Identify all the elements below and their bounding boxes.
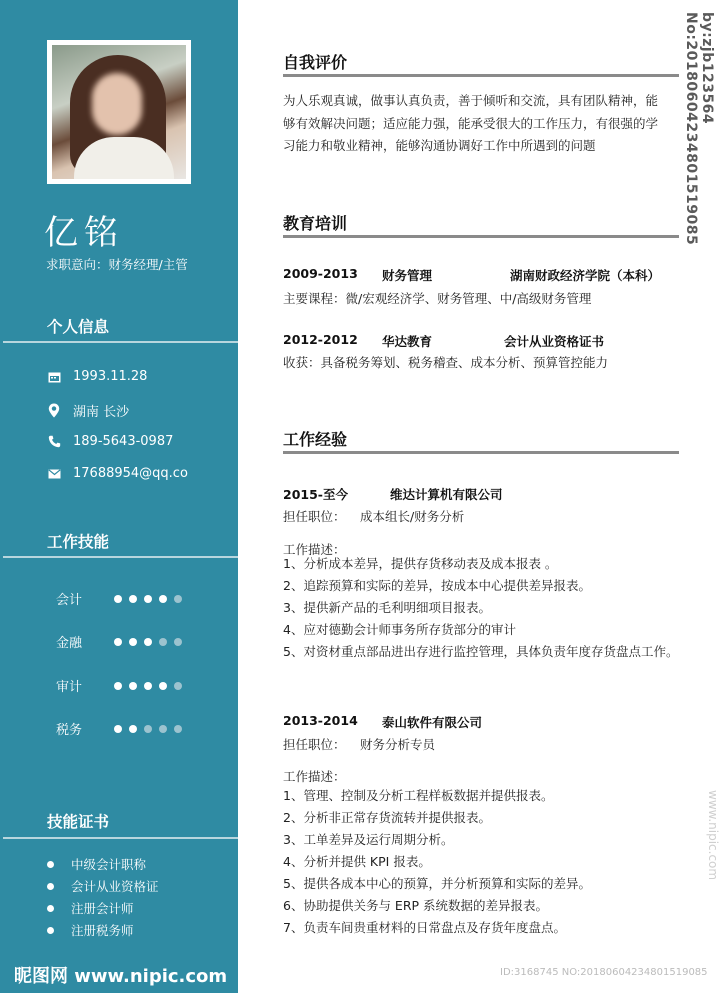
self-eval-heading: 自我评价 [283, 53, 348, 72]
skill-dot-empty [174, 682, 182, 690]
skill-level-dots [114, 595, 189, 603]
job-company: 泰山软件有限公司 [382, 715, 483, 730]
certificate-item [47, 877, 159, 895]
skill-level-dots [114, 682, 189, 690]
skill-dot-filled [114, 595, 122, 603]
position-label: 担任职位： [283, 737, 346, 752]
edu-detail: 收获：具备税务筹划、税务稽查、成本分析、预算管控能力 [283, 355, 609, 370]
job-position: 财务分析专员 [360, 737, 436, 752]
experience-heading: 工作经验 [283, 430, 348, 449]
education-divider [283, 235, 679, 238]
education-heading: 教育培训 [283, 214, 348, 233]
duty-item: 2、追踪预算和实际的差异，按成本中心提供差异报表。 [283, 578, 591, 593]
job-company: 维达计算机有限公司 [390, 487, 503, 502]
edu-period: 2012-2012 [283, 332, 358, 347]
calendar-icon [47, 370, 61, 384]
skill-dot-filled [114, 682, 122, 690]
location-icon [47, 404, 61, 418]
skill-dot-filled [129, 638, 137, 646]
author-watermark: by:zjb123564 No:20180604234801519085 [683, 12, 715, 246]
skill-name: 税务 [56, 723, 83, 738]
self-eval-divider [283, 74, 679, 77]
skill-dot-filled [159, 595, 167, 603]
email-text: 17688954@qq.co [73, 466, 188, 481]
skill-name: 金融 [56, 636, 83, 651]
candidate-name: 亿铭 [44, 213, 124, 253]
profile-photo [47, 40, 191, 184]
main-content [238, 0, 725, 993]
skill-dot-filled [114, 638, 122, 646]
job-period: 2013-2014 [283, 713, 358, 728]
bullet-icon [47, 861, 54, 868]
job-duties-1 [283, 553, 678, 663]
duty-item: 2、分析非正常存货流转并提供报表。 [283, 810, 491, 825]
skill-dot-filled [144, 638, 152, 646]
skill-dot-filled [114, 725, 122, 733]
duty-item: 5、提供各成本中心的预算，并分析预算和实际的差异。 [283, 876, 591, 891]
certificate-item [47, 921, 134, 939]
skill-dot-empty [159, 725, 167, 733]
duty-item: 1、管理、控制及分析工程样板数据并提供报表。 [283, 788, 554, 803]
vertical-site-watermark: www.nipic.com [706, 790, 720, 881]
duty-item: 4、分析并提供 KPI 报表。 [283, 854, 431, 869]
info-email [47, 466, 188, 481]
self-eval-line: 习能力和敬业精神，能够沟通协调好工作中所遇到的问题 [283, 138, 596, 153]
job-entry-1 [283, 485, 503, 503]
info-phone [47, 434, 173, 449]
duty-item: 1、分析成本差异，提供存货移动表及成本报表 。 [283, 556, 558, 571]
skill-row [56, 719, 189, 738]
edu-major: 华达教育 [382, 334, 433, 349]
phone-icon [47, 435, 61, 449]
skill-dot-filled [144, 595, 152, 603]
skill-dot-empty [159, 638, 167, 646]
skill-dot-filled [129, 682, 137, 690]
certificate-item [47, 899, 134, 917]
skill-level-dots [114, 638, 189, 646]
skill-level-dots [114, 725, 189, 733]
skill-dot-filled [129, 725, 137, 733]
job-position-row [283, 507, 465, 525]
skills-heading: 工作技能 [47, 533, 110, 551]
education-entry-2 [283, 332, 605, 349]
certificates-divider [3, 837, 238, 839]
position-label: 担任职位： [283, 509, 346, 524]
duty-item: 3、工单差异及运行周期分析。 [283, 832, 454, 847]
skill-dot-filled [159, 682, 167, 690]
id-watermark: ID:3168745 NO:20180604234801519085 [500, 967, 708, 978]
skill-dot-filled [144, 682, 152, 690]
job-period: 2015-至今 [283, 487, 348, 502]
certificate-item [47, 855, 146, 873]
site-watermark: 昵图网 www.nipic.com [14, 966, 228, 987]
skill-row [56, 589, 189, 608]
self-eval-text [283, 90, 678, 158]
edu-detail: 主要课程：微/宏观经济学、财务管理、中/高级财务管理 [283, 291, 592, 306]
education-entry-1 [283, 266, 661, 283]
duty-item: 5、对资材重点部品进出存进行监控管理，具体负责年度存货盘点工作。 [283, 644, 679, 659]
edu-school: 湖南财政经济学院（本科） [510, 268, 661, 283]
certificate-name: 注册税务师 [71, 923, 134, 938]
certificate-name: 中级会计职称 [71, 857, 147, 872]
job-position: 成本组长/财务分析 [360, 509, 465, 524]
skill-name: 审计 [56, 680, 83, 695]
job-entry-2 [283, 713, 483, 730]
bullet-icon [47, 883, 54, 890]
skill-dot-empty [174, 638, 182, 646]
skill-dot-filled [129, 595, 137, 603]
edu-major: 财务管理 [382, 268, 433, 283]
info-birthdate [47, 369, 147, 384]
phone-text: 189-5643-0987 [73, 434, 174, 449]
personal-info-divider [3, 341, 238, 343]
duty-item: 6、协助提供关务与 ERP 系统数据的差异报表。 [283, 898, 549, 913]
certificate-name: 会计从业资格证 [71, 879, 159, 894]
bullet-icon [47, 905, 54, 912]
certificate-name: 注册会计师 [71, 901, 134, 916]
skill-row [56, 632, 189, 651]
skill-dot-empty [174, 725, 182, 733]
duty-item: 4、应对德勤会计师事务所存货部分的审计 [283, 622, 516, 637]
skill-row [56, 676, 189, 695]
skills-divider [3, 556, 238, 558]
skill-dot-empty [144, 725, 152, 733]
certificates-heading: 技能证书 [47, 813, 110, 831]
experience-divider [283, 451, 679, 454]
info-location [47, 401, 129, 420]
duty-item: 7、负责车间贵重材料的日常盘点及存货年度盘点。 [283, 920, 566, 935]
personal-info-heading: 个人信息 [47, 318, 110, 336]
self-eval-line: 为人乐观真诚，做事认真负责，善于倾听和交流，具有团队精神，能 [283, 93, 659, 108]
job-desc-label: 工作描述： [283, 769, 346, 784]
edu-school: 会计从业资格证书 [504, 334, 605, 349]
job-intent: 求职意向：财务经理/主管 [46, 257, 188, 272]
skill-name: 会计 [56, 593, 83, 608]
birthdate-text: 1993.11.28 [73, 369, 148, 384]
edu-period: 2009-2013 [283, 266, 358, 281]
sidebar [0, 0, 238, 993]
duty-item: 3、提供新产品的毛利明细项目报表。 [283, 600, 491, 615]
bullet-icon [47, 927, 54, 934]
skill-dot-empty [174, 595, 182, 603]
mail-icon [47, 467, 61, 481]
job-duties-2 [283, 785, 678, 939]
self-eval-line: 够有效解决问题；适应能力强，能承受很大的工作压力，有很强的学 [283, 115, 659, 131]
job-position-row [283, 735, 436, 753]
location-text: 湖南 长沙 [73, 405, 130, 420]
job-desc-label: 工作描述： [283, 542, 346, 557]
